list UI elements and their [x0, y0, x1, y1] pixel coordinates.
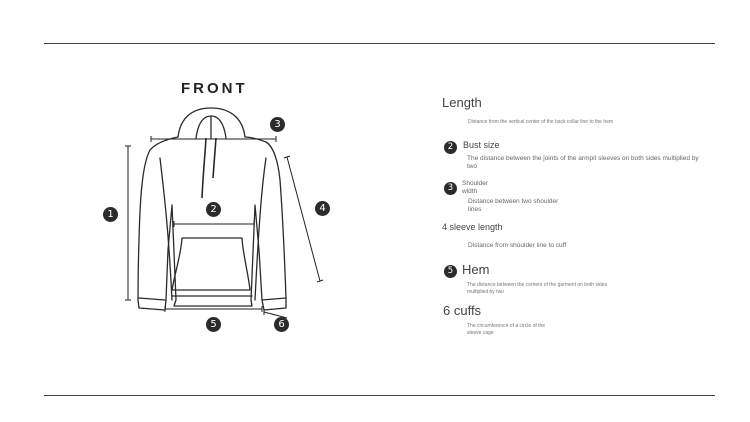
marker-2: 2 — [206, 202, 221, 217]
marker-4: 4 — [315, 201, 330, 216]
legend-cuffs-desc: The circumference of a circle of the sleeve cage — [467, 323, 546, 336]
legend-shoulder-num: 3 — [444, 182, 457, 195]
marker-6: 6 — [274, 317, 289, 332]
legend-cuffs-title: 6 cuffs — [443, 303, 482, 318]
legend-bust-desc: The distance between the joints of the armpit sleeves on both sides multiplied by two — [467, 155, 699, 170]
sleeve-line — [284, 156, 323, 282]
legend-bust-num: 2 — [444, 141, 457, 154]
legend-hem-title: Hem — [462, 262, 490, 277]
front-title: FRONT — [181, 80, 248, 97]
legend-hem-number — [444, 263, 457, 281]
legend-bust-title: Bust size — [463, 140, 500, 150]
bust-line — [174, 221, 254, 227]
marker-5: 5 — [206, 317, 221, 332]
legend-length-title: Length — [442, 95, 482, 110]
marker-1: 1 — [103, 207, 118, 222]
legend-shoulder-desc: Distance between two shoulder lines — [468, 198, 559, 213]
legend-bust-number — [444, 139, 457, 157]
legend-shoulder-number — [444, 180, 457, 198]
legend-length-desc: Distance from the vertical center of the back collar line to the hem — [468, 119, 614, 125]
length-line — [125, 146, 131, 300]
legend-hem-desc: The distance between the corners of the garment on both sides multiplied by two — [467, 282, 608, 295]
drawstring-right — [213, 138, 216, 178]
drawstring-left — [202, 138, 206, 198]
legend-hem-num: 5 — [444, 265, 457, 278]
legend-sleeve-title: 4 sleeve length — [442, 222, 503, 232]
hem-line — [165, 306, 262, 312]
pocket-outline — [172, 238, 250, 290]
marker-3: 3 — [270, 117, 285, 132]
legend-shoulder-title: Shoulder width — [462, 180, 489, 195]
legend-sleeve-desc: Distance from shoulder line to cuff — [468, 242, 567, 249]
shoulder-line — [151, 136, 276, 142]
